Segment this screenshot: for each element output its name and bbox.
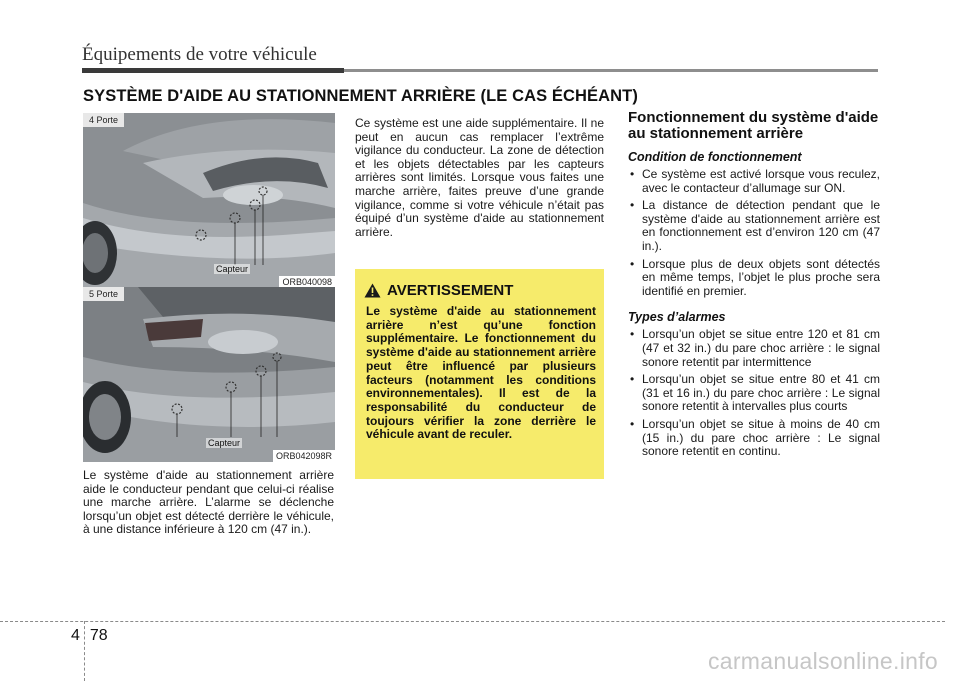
list-item: • Lorsqu’un objet se situe à moins de 40 cm (15 in.) du pare choc arrière : Le signal sonore retentit en continu. (628, 418, 880, 459)
warning-icon (364, 283, 381, 298)
condition-heading: Condition de fonctionnement (628, 150, 802, 164)
list-item: • Lorsqu’un objet se situe entre 120 et 81 cm (47 et 32 in.) du pare choc arrière : le signal sonore retentit par intermittence (628, 328, 880, 369)
page-number (71, 627, 108, 645)
figure-code: ORB040098 (279, 276, 335, 288)
alarm-types-list (628, 328, 880, 458)
footer-divider (0, 621, 945, 622)
watermark: carmanualsonline.info (707, 648, 938, 674)
list-item: • Lorsqu’un objet se situe entre 80 et 41 cm (31 et 16 in.) du pare choc arrière : Le signal sonore retentit à intervalles plus courts (628, 373, 880, 414)
operation-title: Fonctionnement du système d'aide au stationnement arrière (628, 109, 879, 142)
header-bar-dark (82, 68, 344, 73)
sensor-label: Capteur (216, 264, 249, 274)
warning-box (355, 269, 604, 479)
header-bar-light (344, 69, 878, 72)
list-item: • Ce système est activé lorsque vous reculez, avec le contacteur d’allumage sur ON. (628, 168, 880, 195)
warning-title: AVERTISSEMENT (387, 282, 514, 299)
figure-door-label: 5 Porte (83, 287, 124, 301)
section-title: SYSTÈME D'AIDE AU STATIONNEMENT ARRIÈRE (LE CAS ÉCHÉANT) (83, 87, 638, 105)
supplementary-paragraph: Ce système est une aide supplémentaire. Il ne peut en aucun cas remplacer l’extrême vigilance du conducteur. La zone de détection et les objets détectables par les capteurs arrières sont limités. Lorsque vous faites une marche arrière, faites preuve d’une grande vigilance, comme si votre véhicule n’était pas équipé d’un système d'aide au stationnement arrière. (355, 116, 604, 239)
figure-code: ORB042098R (273, 450, 335, 462)
intro-paragraph: Le système d'aide au stationnement arrière aide le conducteur pendant que celui-ci réalise une marche arrière. L’alarme se déclenche lorsqu’un objet est détecté derrière le véhicule, à une distance inférieure à 120 cm (47 in.). (83, 468, 334, 537)
chapter-title: Équipements de votre véhicule (82, 44, 317, 65)
page-number-value: 78 (89, 627, 108, 644)
hatchback-rear-illustration (83, 287, 335, 462)
alarm-types-heading: Types d’alarmes (628, 310, 726, 325)
warning-text: Le système d'aide au stationnement arrière n’est qu’une fonction supplémentaire. Le fonctionnement du système d'aide au stationnement arrière peut être influencé par plusieurs facteurs (notamment les conditions environnementales). Il est de la responsabilité du conducteur de toujours vérifier la zone derrière le véhicule avant de reculer. (366, 304, 596, 442)
list-item: • La distance de détection pendant que le système d'aide au stationnement arrière est en fonctionnement est d’environ 120 cm (47 in.). (628, 199, 880, 253)
chapter-number: 4 (71, 627, 80, 644)
sensor-label: Capteur (208, 438, 241, 448)
sedan-rear-illustration (83, 113, 335, 288)
list-item: • Lorsque plus de deux objets sont détectés en même temps, l’objet le plus proche sera identifié en premier. (628, 258, 880, 299)
figure-4-door (83, 113, 335, 288)
right-column (628, 110, 880, 463)
figure-door-label: 4 Porte (83, 113, 124, 127)
figure-5-door (83, 287, 335, 462)
condition-list (628, 168, 880, 298)
